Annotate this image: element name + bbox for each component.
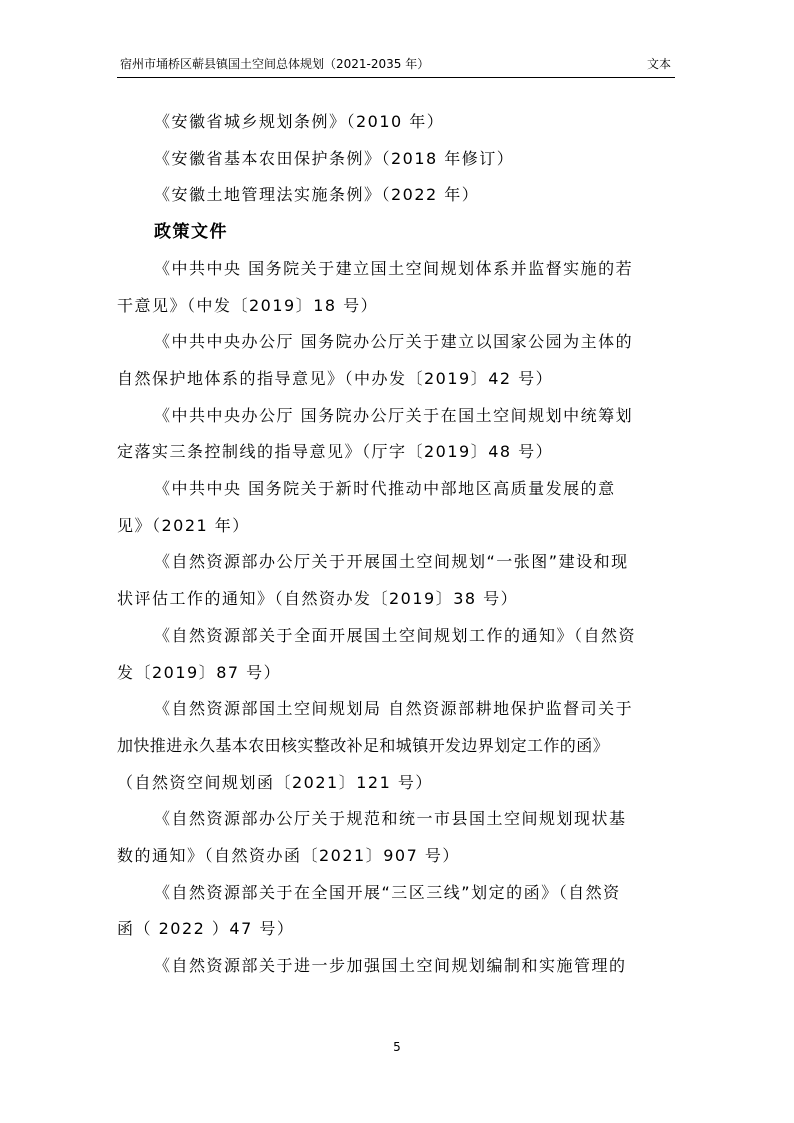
header-section-label: 文本 — [646, 57, 671, 71]
text-line: 函（ 2022 ）47 号） — [117, 919, 295, 939]
text-line: 发〔2019〕87 号） — [117, 662, 282, 682]
text-line: 《自然资源部关于在全国开展“三区三线”划定的函》（自然资 — [154, 882, 621, 902]
text-line: 定落实三条控制线的指导意见》（厅字〔2019〕48 号） — [117, 442, 554, 462]
text-line: 《自然资源部国土空间规划局 自然资源部耕地保护监督司关于 — [154, 699, 634, 719]
text-line: 状评估工作的通知》（自然资办发〔2019〕38 号） — [117, 589, 519, 609]
text-line: 《中共中央办公厅 国务院办公厅关于建立以国家公园为主体的 — [154, 332, 634, 352]
document-body — [117, 104, 677, 985]
text-line: 《自然资源部办公厅关于开展国土空间规划“一张图”建设和现 — [154, 552, 629, 572]
page-number: 5 — [393, 1040, 401, 1054]
page-header — [117, 55, 675, 78]
text-line: 《安徽省基本农田保护条例》（2018 年修订） — [154, 148, 515, 168]
text-line: 《安徽土地管理法实施条例》（2022 年） — [154, 185, 480, 205]
text-line: 数的通知》（自然资办函〔2021〕907 号） — [117, 846, 460, 866]
text-line: 《自然资源部关于全面开展国土空间规划工作的通知》（自然资 — [154, 625, 637, 645]
text-line: 干意见》（中发〔2019〕18 号） — [117, 295, 379, 315]
text-line: 《自然资源部关于进一步加强国土空间规划编制和实施管理的 — [154, 956, 627, 976]
text-line: 《自然资源部办公厅关于规范和统一市县国土空间规划现状基 — [154, 809, 627, 829]
text-line: 《中共中央 国务院关于建立国土空间规划体系并监督实施的若 — [154, 258, 634, 278]
text-line: 《安徽省城乡规划条例》（2010 年） — [154, 112, 445, 131]
text-line: 自然保护地体系的指导意见》（中办发〔2019〕42 号） — [117, 368, 554, 388]
text-line: 见》（2021 年） — [117, 515, 250, 535]
text-line: 《中共中央 国务院关于新时代推动中部地区高质量发展的意 — [154, 479, 616, 499]
text-line: 加快推进永久基本农田核实整改补足和城镇开发边界划定工作的函》 — [117, 735, 610, 755]
text-line: （自然资空间规划函〔2021〕121 号） — [117, 772, 433, 792]
header-title: 宿州市埇桥区蕲县镇国土空间总体规划（2021-2035 年） — [120, 57, 430, 71]
section-heading: 政策文件 — [154, 222, 228, 243]
text-line: 《中共中央办公厅 国务院办公厅关于在国土空间规划中统筹划 — [154, 405, 634, 425]
